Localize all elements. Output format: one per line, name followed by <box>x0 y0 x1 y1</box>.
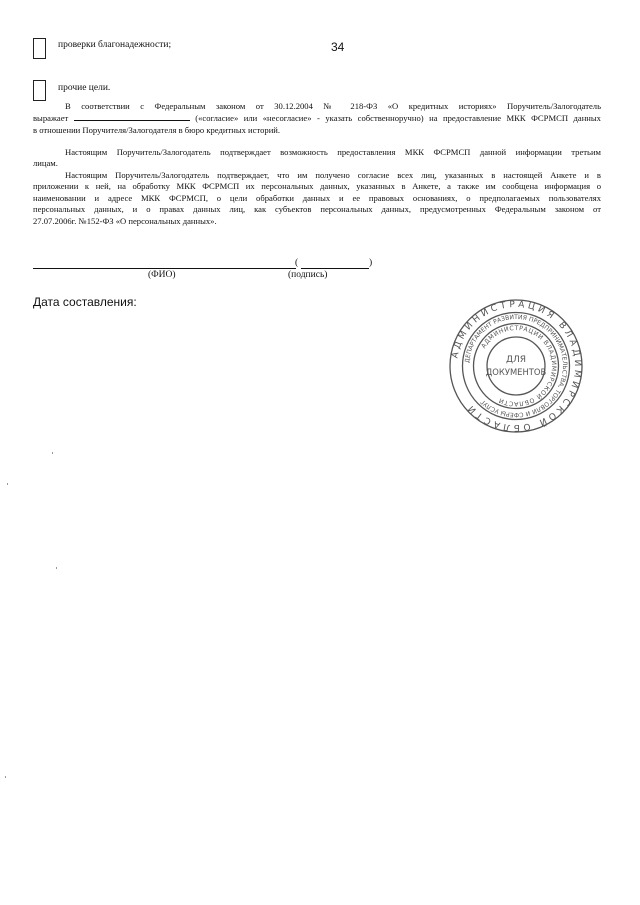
scan-speck <box>56 567 57 569</box>
fio-line[interactable] <box>33 268 296 269</box>
third-parties-paragraph <box>33 147 601 170</box>
stamp-middle-text: ДЕПАРТАМЕНТ РАЗВИТИЯ ПРЕДПРИНИМАТЕЛЬСТВА, ТОРГОВЛИ И СФЕРЫ УСЛУГ <box>464 313 569 419</box>
stamp-outer-text: АДМИНИСТРАЦИЯ ВЛАДИМИРСКОЙ ОБЛАСТИ <box>450 299 583 433</box>
stamp-inner-text: АДМИНИСТРАЦИИ ВЛАДИМИРСКОЙ ОБЛАСТИ <box>480 324 558 408</box>
consent-line-2-start: выражает <box>33 113 69 124</box>
scan-speck <box>5 776 6 778</box>
stamp-center-line-1: ДЛЯ <box>505 355 527 365</box>
persons-consent-line-3: наименовании и адресе МКК ФСРМСП, о цели обработки данных и ее правовых основаниях, о предполагаемых пользователях <box>33 192 601 203</box>
consent-line-2 <box>33 112 601 124</box>
page-number: 34 <box>331 40 345 54</box>
persons-consent-paragraph <box>33 170 601 227</box>
checkbox-due-diligence[interactable] <box>33 38 46 59</box>
checkbox-other-purposes[interactable] <box>33 80 46 101</box>
signature-open-paren: ( <box>295 258 299 268</box>
fio-caption: (ФИО) <box>148 270 176 280</box>
consent-paragraph <box>33 101 601 136</box>
consent-line-2-end: («согласие» или «несогласие» - указать собственноручно) на предоставление МКК ФСРМСП данных <box>195 113 601 124</box>
stamp-center-line-2: ДОКУМЕНТОВ <box>485 367 547 377</box>
persons-consent-line-2: приложении к ней, на обработку МКК ФСРМСП их персональных данных, указанных в Анкете, а также им сообщена информация о <box>33 181 601 192</box>
signature-caption: (подпись) <box>288 270 328 280</box>
date-label: Дата составления: <box>33 295 137 309</box>
scan-speck <box>52 452 53 454</box>
signature-line[interactable] <box>301 268 369 269</box>
consent-line-3: в отношении Поручителя/Залогодателя в бюро кредитных историй. <box>33 124 281 135</box>
scan-speck <box>7 483 8 485</box>
third-parties-line-2: лицам. <box>33 158 58 169</box>
signature-close-paren: ) <box>369 258 373 268</box>
persons-consent-line-1: Настоящим Поручитель/Залогодатель подтверждает, что им получено согласие всех лиц, указанных в настоящей Анкете и в <box>65 170 601 180</box>
official-stamp <box>448 298 584 434</box>
consent-line-1: В соответствии с Федеральным законом от 30.12.2004 № 218-ФЗ «О кредитных историях» Поручитель/Залогодатель <box>65 101 601 111</box>
persons-consent-line-4: персональных данных, и о правах данных лиц, как субъектов персональных данных, предусмотренных Федеральным законом от <box>33 204 601 215</box>
checkbox-label-due-diligence: проверки благонадежности; <box>58 40 172 50</box>
consent-blank-field[interactable] <box>74 112 190 121</box>
persons-consent-line-5: 27.07.2006г. №152-ФЗ «О персональных данных». <box>33 215 217 226</box>
checkbox-label-other-purposes: прочие цели. <box>58 83 111 93</box>
third-parties-line-1: Настоящим Поручитель/Залогодатель подтверждает возможность предоставления МКК ФСРМСП данной информации третьим <box>65 147 601 157</box>
